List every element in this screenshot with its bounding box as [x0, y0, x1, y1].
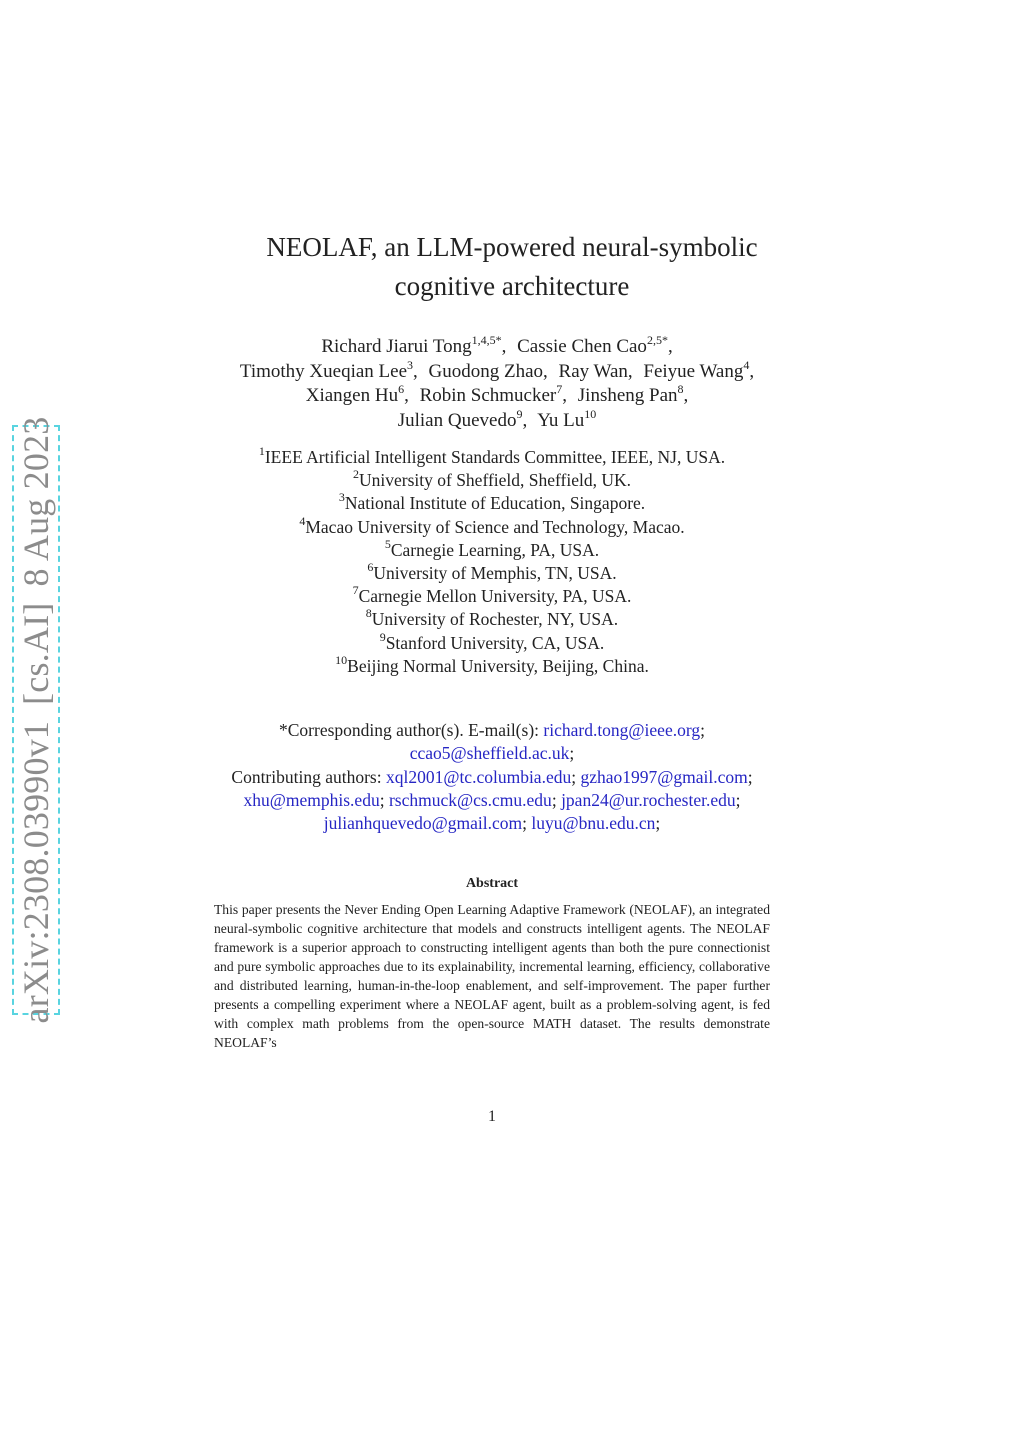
paper-title — [0, 228, 1024, 306]
contributing-line: julianhquevedo@gmail.com; luyu@bnu.edu.cn; — [323, 813, 661, 834]
author: Cassie Chen Cao$^{2,5*}$, — [517, 333, 673, 357]
affiliation-list — [0, 446, 984, 678]
author: Ray Wan, — [558, 360, 633, 382]
title-line-2: cognitive architecture — [394, 271, 630, 301]
author: Robin Schmucker$^7$, — [419, 382, 568, 406]
author: Feiyue Wang$^4$, — [643, 357, 755, 382]
affiliation: $^4$Macao University of Science and Technology, Macao. — [299, 513, 685, 537]
corresponding-line: *Corresponding author(s). E-mail(s): richard.tong@ieee.org; — [279, 720, 705, 740]
arxiv-id: arXiv:2308.03990v1 — [16, 720, 56, 1024]
email-link[interactable]: xhu@memphis.edu — [243, 789, 380, 810]
contributing-line: xhu@memphis.edu; rschmuck@cs.cmu.edu; jpan24@ur.rochester.edu; — [243, 789, 741, 810]
email-link[interactable]: jpan24@ur.rochester.edu — [561, 789, 736, 810]
author-line — [0, 384, 1000, 409]
corresponding-label: *Corresponding author(s). E-mail(s): — [279, 720, 540, 740]
author: Jinsheng Pan$^8$, — [577, 382, 689, 406]
affiliation: $^1$IEEE Artificial Intelligent Standards Committee, IEEE, NJ, USA. — [258, 444, 726, 467]
author-line — [0, 357, 1000, 385]
arxiv-date: 8 Aug 2023 — [16, 416, 56, 587]
contributing-label: Contributing authors: — [231, 766, 382, 787]
correspondence-block — [0, 719, 984, 835]
email-link[interactable]: ccao5@sheffield.ac.uk — [409, 743, 570, 764]
abstract-heading: Abstract — [465, 876, 519, 891]
contributing-line: Contributing authors: xql2001@tc.columbia.edu; gzhao1997@gmail.com; — [231, 766, 753, 787]
author-line — [0, 335, 1000, 360]
email-link[interactable]: julianhquevedo@gmail.com — [323, 813, 523, 834]
affiliation: $^6$University of Memphis, TN, USA. — [367, 560, 617, 584]
affiliation: $^5$Carnegie Learning, PA, USA. — [384, 536, 600, 560]
title-line-1: NEOLAF, an LLM-powered neural-symbolic — [266, 232, 758, 262]
email-link[interactable]: richard.tong@ieee.org — [543, 720, 701, 740]
email-link[interactable]: luyu@bnu.edu.cn — [531, 813, 656, 834]
affiliation: $^3$National Institute of Education, Singapore. — [338, 490, 646, 514]
author-list — [0, 335, 1000, 433]
email-link[interactable]: rschmuck@cs.cmu.edu — [388, 789, 552, 810]
author-line — [0, 406, 1000, 434]
affiliation: $^{10}$Beijing Normal University, Beijing, China. — [335, 652, 649, 676]
email-link[interactable]: gzhao1997@gmail.com — [580, 766, 748, 787]
arxiv-category: [cs.AI] — [16, 602, 56, 705]
email-link[interactable]: xql2001@tc.columbia.edu — [385, 766, 572, 787]
author: Yu Lu$^{10}$ — [537, 406, 597, 431]
affiliation: $^9$Stanford University, CA, USA. — [379, 629, 605, 653]
page-number: 1 — [488, 1108, 496, 1125]
author: Richard Jiarui Tong$^{1,4,5*}$, — [321, 333, 507, 357]
author: Xiangen Hu$^6$, — [305, 382, 409, 406]
author: Guodong Zhao, — [428, 360, 548, 382]
affiliation: $^7$Carnegie Mellon University, PA, USA. — [352, 583, 632, 607]
author: Julian Quevedo$^9$, — [397, 406, 528, 431]
corresponding-line: ccao5@sheffield.ac.uk; — [409, 743, 575, 764]
affiliation: $^8$University of Rochester, NY, USA. — [365, 606, 619, 630]
affiliation: $^2$University of Sheffield, Sheffield, UK. — [352, 467, 632, 491]
abstract-text: This paper presents the Never Ending Open Learning Adaptive Framework (NEOLAF), an integrated neural-symbolic cognitive architecture that models and constructs intelligent agents. The NEOLAF framework is a superior approach to constructing intelligent agents than both the pure connectionist and pure symbolic approaches due to its explainability, incremental learning, efficiency, collaborative and distributed learning, human-in-the-loop enablement, and self-improvement. The paper further presents a compelling experiment where a NEOLAF agent, built as a problem-solving agent, is fed with complex math problems from the open-source MATH dataset. The results demonstrate NEOLAF’s — [214, 902, 770, 1050]
author: Timothy Xueqian Lee$^3$, — [239, 357, 418, 382]
